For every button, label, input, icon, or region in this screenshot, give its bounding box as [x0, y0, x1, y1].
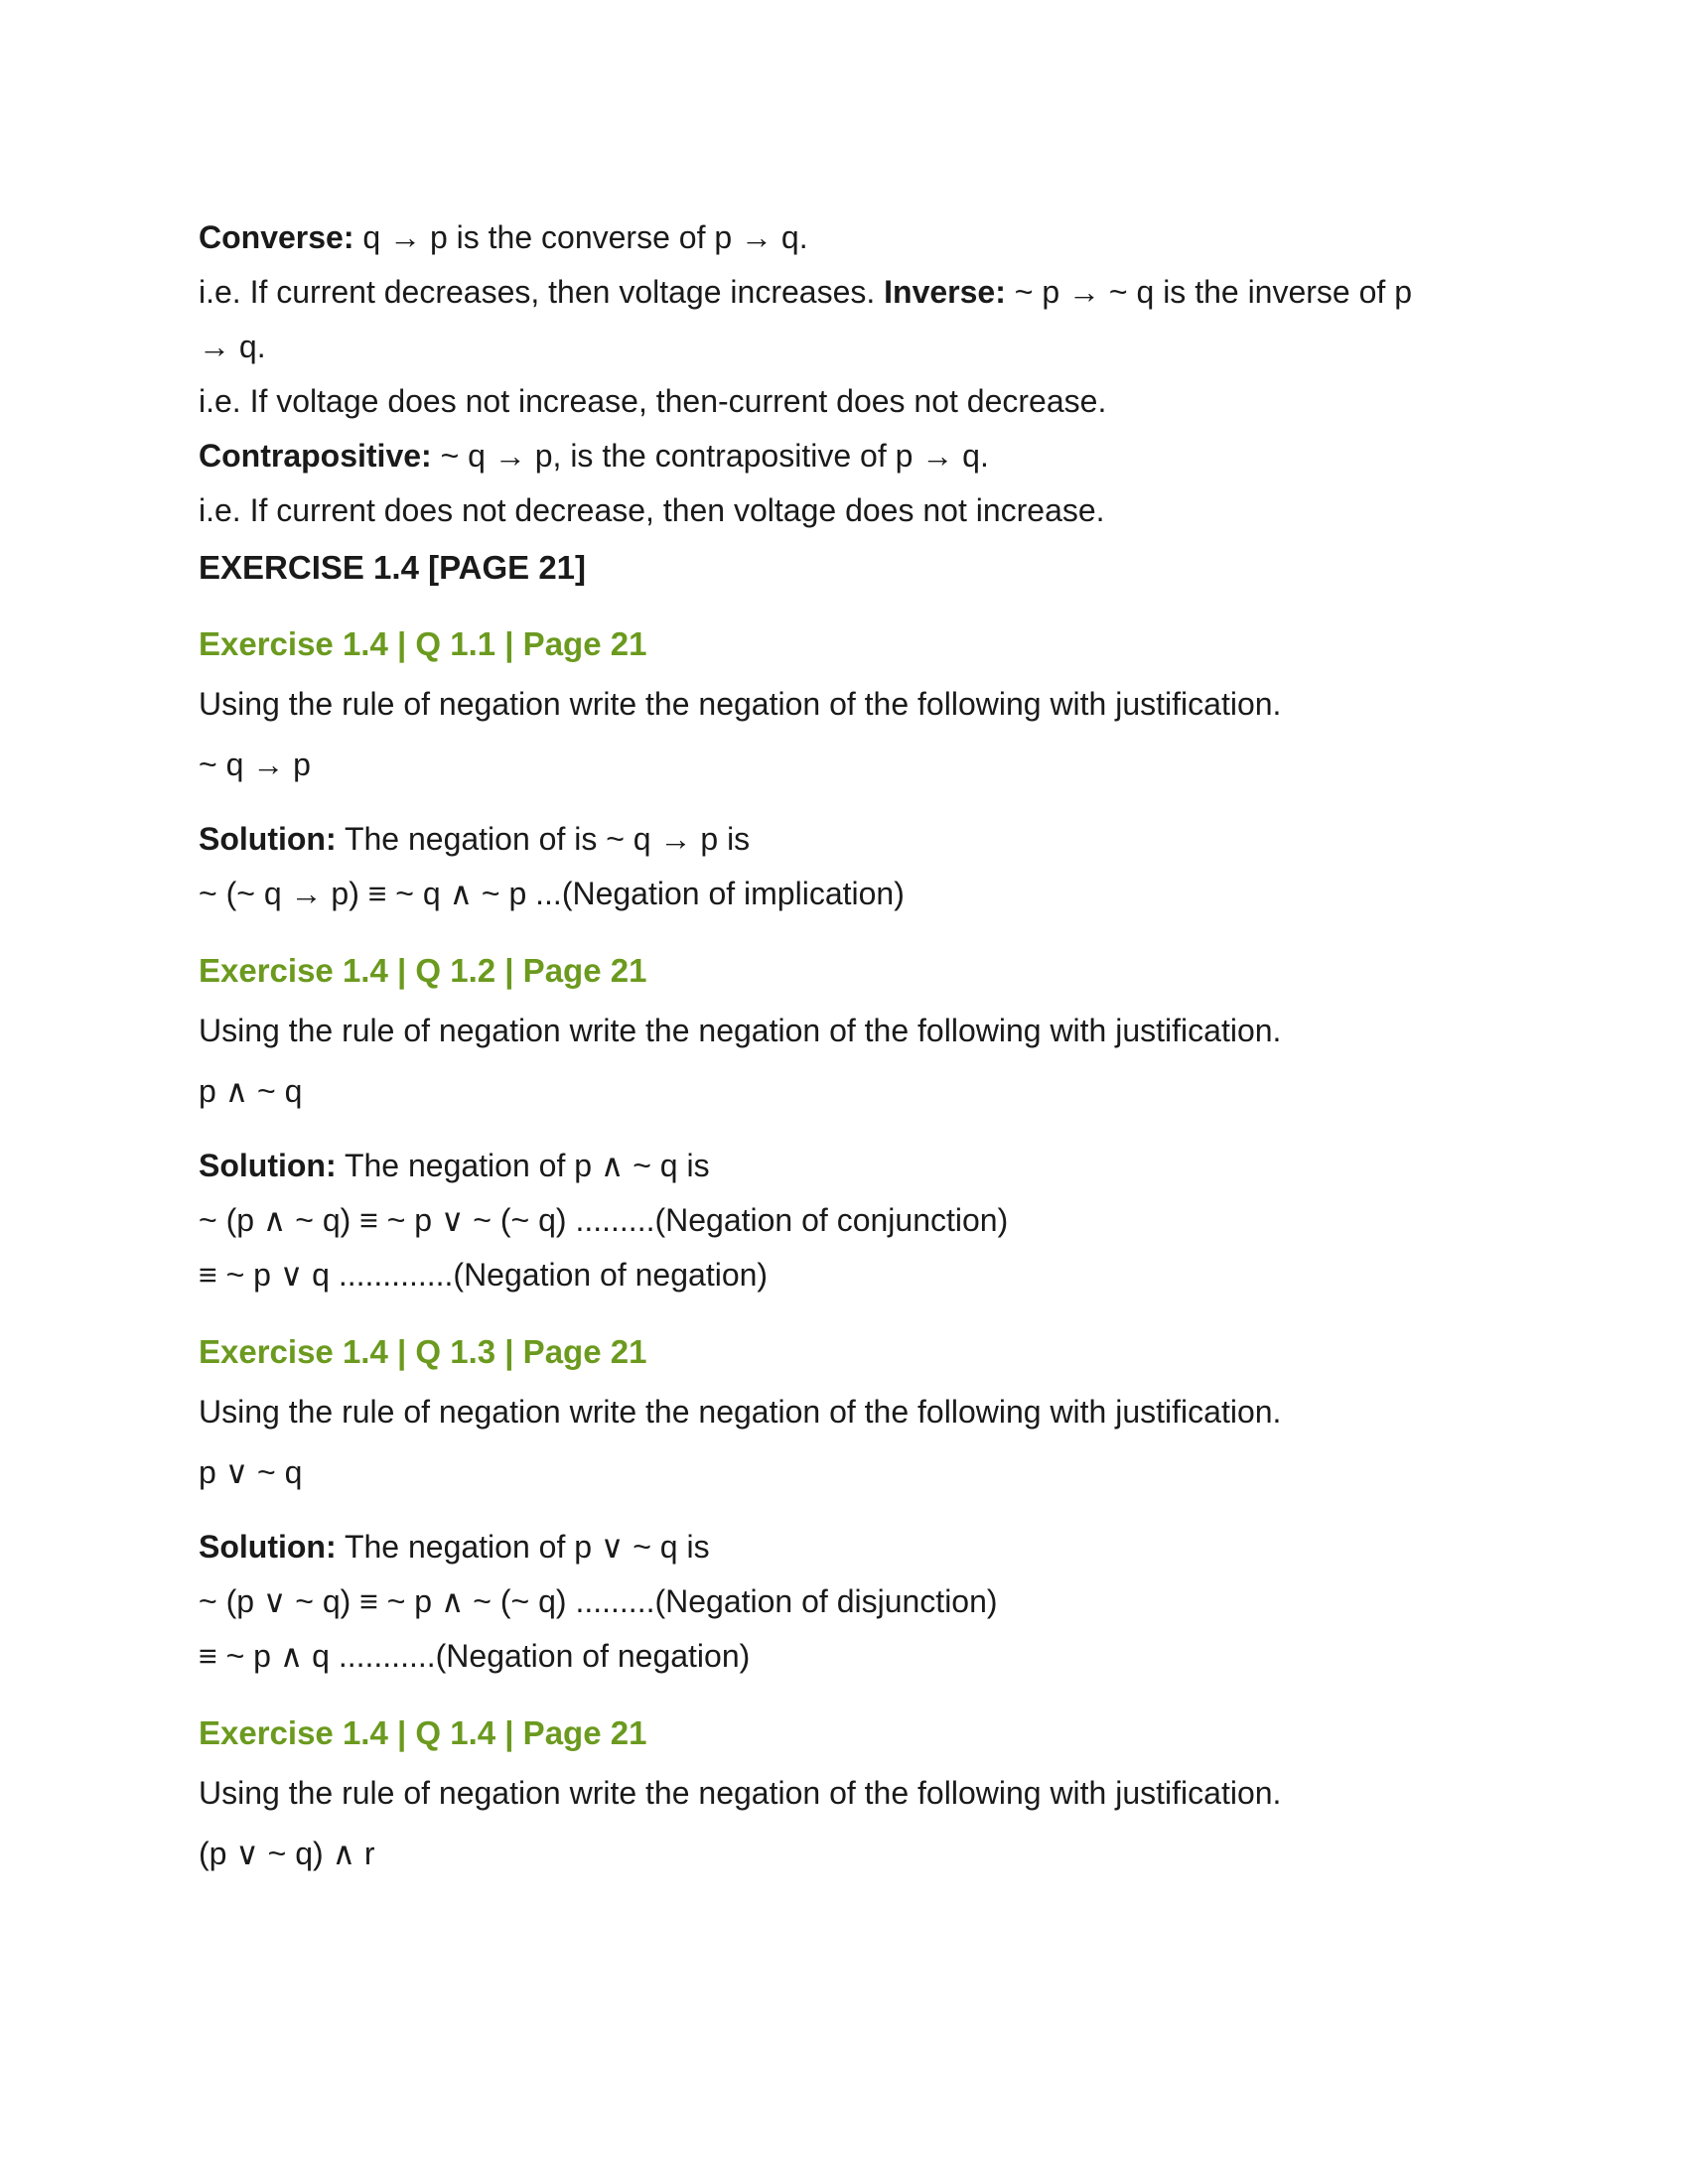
- solution-line: [199, 1139, 1519, 1193]
- question-prompt: Using the rule of negation write the negation of the following with justification.: [199, 686, 1282, 722]
- solution-text: The negation of p ∨ ~ q is: [336, 1529, 710, 1565]
- converse-label: Converse:: [199, 219, 354, 255]
- question-title[interactable]: Exercise 1.4 | Q 1.1 | Page 21: [199, 625, 647, 662]
- question-prompt: Using the rule of negation write the negation of the following with justification.: [199, 1013, 1282, 1048]
- solution-step: ~ (p ∧ ~ q) ≡ ~ p ∨ ~ (~ q) .........(Negation of conjunction): [199, 1202, 1009, 1238]
- contrapositive-label: Contrapositive:: [199, 438, 432, 474]
- question-prompt: Using the rule of negation write the negation of the following with justification.: [199, 1775, 1282, 1811]
- contrapositive-line: [199, 429, 1519, 483]
- solution-step: ~ (~ q → p) ≡ ~ q ∧ ~ p ...(Negation of implication): [199, 876, 905, 911]
- question-prompt: Using the rule of negation write the negation of the following with justification.: [199, 1394, 1282, 1430]
- question-expression: (p ∨ ~ q) ∧ r: [199, 1836, 375, 1871]
- converse-text: q → p is the converse of p → q.: [353, 219, 808, 255]
- question-expression: p ∨ ~ q: [199, 1454, 303, 1490]
- question-expression: ~ q → p: [199, 747, 311, 782]
- exercise-heading: EXERCISE 1.4 [PAGE 21]: [199, 549, 587, 586]
- contrapositive-example: i.e. If current does not decrease, then voltage does not increase.: [199, 492, 1105, 528]
- inverse-text: ~ p → ~ q is the inverse of p: [1005, 274, 1412, 310]
- converse-line: [199, 210, 1519, 265]
- solution-label: Solution:: [199, 1148, 337, 1183]
- inverse-continuation: → q.: [199, 329, 266, 364]
- solution-line: [199, 812, 1519, 867]
- contrapositive-text: ~ q → p, is the contrapositive of p → q.: [431, 438, 989, 474]
- solution-step: ~ (p ∨ ~ q) ≡ ~ p ∧ ~ (~ q) .........(Negation of disjunction): [199, 1583, 998, 1619]
- converse-example: i.e. If current decreases, then voltage increases.: [199, 274, 885, 310]
- question-title[interactable]: Exercise 1.4 | Q 1.2 | Page 21: [199, 952, 647, 989]
- solution-step: ≡ ~ p ∨ q .............(Negation of negation): [199, 1257, 769, 1293]
- question-title[interactable]: Exercise 1.4 | Q 1.4 | Page 21: [199, 1714, 647, 1751]
- question-expression: p ∧ ~ q: [199, 1073, 303, 1109]
- question-title[interactable]: Exercise 1.4 | Q 1.3 | Page 21: [199, 1333, 647, 1370]
- solution-line: [199, 1520, 1519, 1574]
- inverse-line: [199, 265, 1519, 320]
- solution-text: The negation of p ∧ ~ q is: [336, 1148, 710, 1183]
- inverse-label: Inverse:: [884, 274, 1006, 310]
- document-page: [199, 210, 1519, 1881]
- solution-step: ≡ ~ p ∧ q ...........(Negation of negation): [199, 1638, 751, 1674]
- solution-text: The negation of is ~ q → p is: [336, 821, 751, 857]
- inverse-example: i.e. If voltage does not increase, then-current does not decrease.: [199, 383, 1107, 419]
- solution-label: Solution:: [199, 1529, 337, 1565]
- solution-label: Solution:: [199, 821, 337, 857]
